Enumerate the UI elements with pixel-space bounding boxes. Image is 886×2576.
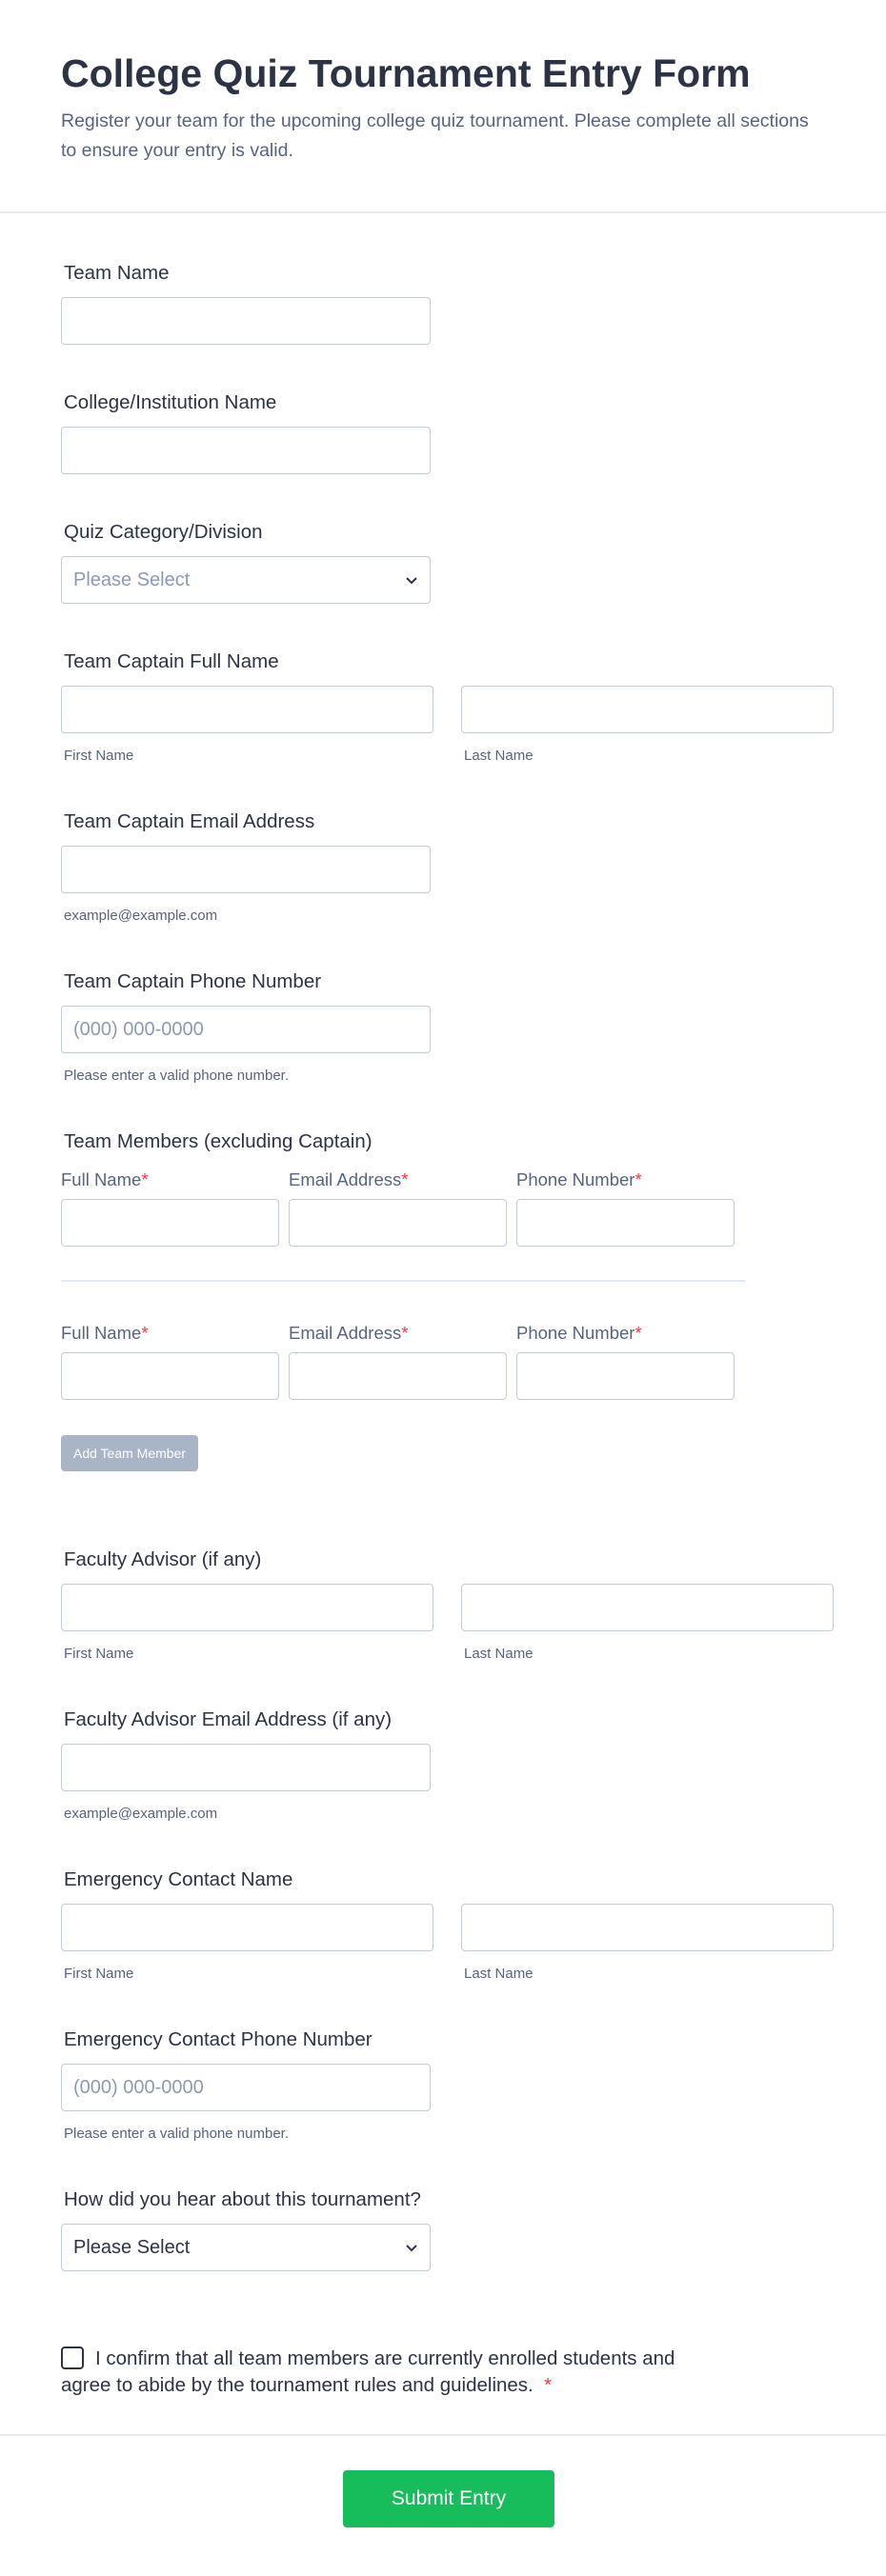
member-row-divider	[61, 1280, 745, 1282]
team-name-label: Team Name	[64, 262, 170, 284]
emergency-first-name-input[interactable]	[61, 1904, 433, 1951]
emergency-phone-label: Emergency Contact Phone Number	[64, 2028, 373, 2050]
add-team-member-button[interactable]: Add Team Member	[61, 1435, 198, 1471]
member2-fullname-header: Full Name*	[61, 1323, 149, 1343]
confirm-checkbox[interactable]	[61, 2346, 84, 2369]
member1-email-header: Email Address*	[289, 1169, 409, 1189]
required-mark: *	[401, 1169, 409, 1189]
required-mark: *	[634, 1323, 642, 1343]
member2-phone-input[interactable]	[516, 1352, 735, 1400]
captain-first-name-sublabel: First Name	[64, 748, 134, 764]
captain-first-name-input[interactable]	[61, 686, 433, 733]
member1-phone-input[interactable]	[516, 1199, 735, 1247]
captain-phone-sublabel: Please enter a valid phone number.	[64, 1068, 289, 1084]
advisor-email-sublabel: example@example.com	[64, 1806, 218, 1822]
emergency-last-name-sublabel: Last Name	[464, 1966, 534, 1982]
emergency-phone-placeholder: (000) 000-0000	[73, 2076, 204, 2098]
member1-fullname-header: Full Name*	[61, 1169, 149, 1189]
captain-last-name-sublabel: Last Name	[464, 748, 534, 764]
member2-phone-header: Phone Number*	[516, 1323, 642, 1343]
category-label: Quiz Category/Division	[64, 521, 263, 543]
footer-divider	[0, 2434, 886, 2436]
member2-fullname-input[interactable]	[61, 1352, 279, 1400]
category-select[interactable]	[61, 556, 431, 604]
confirm-text: I confirm that all team members are currently enrolled students and agree to abide by the tournament rules and guidelines.	[61, 2347, 675, 2396]
required-mark: *	[141, 1323, 149, 1343]
required-mark: *	[141, 1169, 149, 1189]
required-mark: *	[544, 2374, 553, 2396]
emergency-name-label: Emergency Contact Name	[64, 1868, 293, 1890]
advisor-first-name-sublabel: First Name	[64, 1646, 134, 1662]
emergency-first-name-sublabel: First Name	[64, 1966, 134, 1982]
advisor-email-input[interactable]	[61, 1744, 431, 1791]
heard-about-selected-value: Please Select	[73, 2236, 191, 2258]
heard-about-select[interactable]	[61, 2224, 431, 2271]
college-label: College/Institution Name	[64, 391, 277, 413]
member1-fullname-input[interactable]	[61, 1199, 279, 1247]
emergency-phone-sublabel: Please enter a valid phone number.	[64, 2126, 289, 2142]
advisor-last-name-sublabel: Last Name	[464, 1646, 534, 1662]
captain-last-name-input[interactable]	[461, 686, 834, 733]
captain-phone-label: Team Captain Phone Number	[64, 970, 322, 992]
form-header	[0, 0, 886, 213]
required-mark: *	[634, 1169, 642, 1189]
chevron-down-icon	[405, 573, 418, 587]
captain-phone-input[interactable]	[61, 1006, 431, 1053]
member2-email-header: Email Address*	[289, 1323, 409, 1343]
member1-email-input[interactable]	[289, 1199, 507, 1247]
captain-email-label: Team Captain Email Address	[64, 810, 315, 832]
page-title: College Quiz Tournament Entry Form	[61, 51, 751, 95]
captain-email-sublabel: example@example.com	[64, 908, 218, 924]
advisor-first-name-input[interactable]	[61, 1584, 433, 1631]
chevron-down-icon	[405, 2241, 418, 2254]
submit-button[interactable]: Submit Entry	[343, 2470, 554, 2527]
team-name-input[interactable]	[61, 297, 431, 345]
page-subtitle: Register your team for the upcoming college quiz tournament. Please complete all sections to ensure your entry is valid.	[61, 110, 809, 161]
college-input[interactable]	[61, 427, 431, 474]
category-selected-value: Please Select	[73, 569, 191, 590]
advisor-email-label: Faculty Advisor Email Address (if any)	[64, 1708, 393, 1730]
advisor-name-label: Faculty Advisor (if any)	[64, 1548, 262, 1570]
heard-about-label: How did you hear about this tournament?	[64, 2188, 421, 2210]
captain-name-label: Team Captain Full Name	[64, 650, 279, 672]
members-label: Team Members (excluding Captain)	[64, 1130, 373, 1152]
advisor-last-name-input[interactable]	[461, 1584, 834, 1631]
confirm-row	[61, 2346, 728, 2399]
member1-phone-header: Phone Number*	[516, 1169, 642, 1189]
form-body	[0, 213, 886, 2461]
required-mark: *	[401, 1323, 409, 1343]
emergency-last-name-input[interactable]	[461, 1904, 834, 1951]
member2-email-input[interactable]	[289, 1352, 507, 1400]
captain-email-input[interactable]	[61, 846, 431, 893]
emergency-phone-input[interactable]	[61, 2064, 431, 2111]
captain-phone-placeholder: (000) 000-0000	[73, 1018, 204, 1040]
